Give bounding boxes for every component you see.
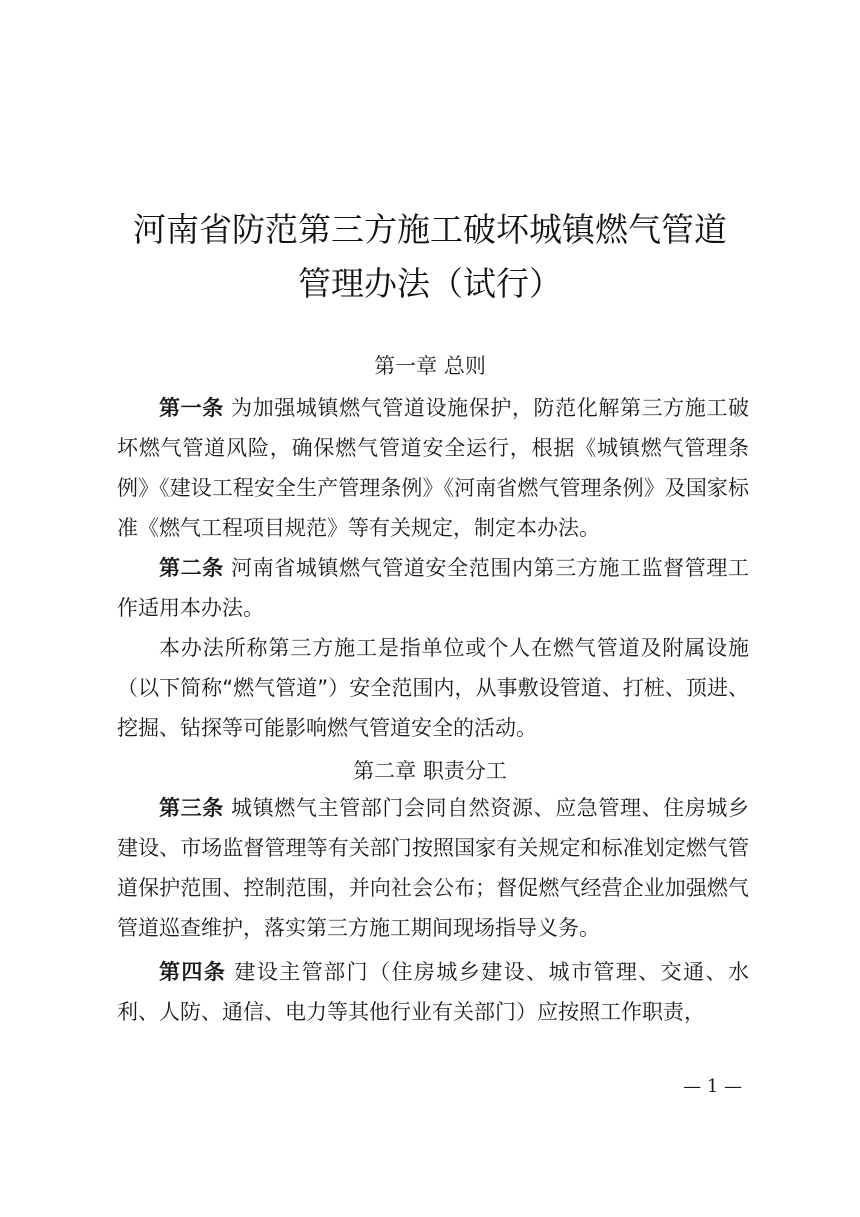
article-1-label: 第一条 [159,396,224,420]
chapter1-body [117,388,749,748]
article-4-label: 第四条 [159,960,227,984]
document-title-line1: 河南省防范第三方施工破坏城镇燃气管道 [133,210,727,249]
chapter2-heading: 第二章 职责分工 [353,759,507,783]
article-1 [117,388,749,548]
page-number: — 1 — [683,1076,742,1097]
article-2-paragraph-2: 本办法所称第三方施工是指单位或个人在燃气管道及附属设施（以下简称“燃气管道”）安全范围内，从事敷设管道、打桩、顶进、挖掘、钻探等可能影响燃气管道安全的活动。 [117,636,749,740]
document-title-line2: 管理办法（试行） [298,264,562,303]
article-2-text: 河南省城镇燃气管道安全范围内第三方施工监督管理工作适用本办法。 [117,556,749,620]
article-3-label: 第三条 [159,796,224,820]
article-3 [117,788,749,948]
chapter1-heading: 第一章 总则 [374,354,486,378]
article-3-text: 城镇燃气主管部门会同自然资源、应急管理、住房城乡建设、市场监督管理等有关部门按照国家有关规定和标准划定燃气管道保护范围、控制范围，并向社会公布；督促燃气经营企业加强燃气管道巡查维护，落实第三方施工期间现场指导义务。 [117,796,749,940]
article-2-label: 第二条 [159,556,224,580]
article-2 [117,548,749,628]
article-1-text: 为加强城镇燃气管道设施保护，防范化解第三方施工破坏燃气管道风险，确保燃气管道安全运行，根据《城镇燃气管理条例》《建设工程安全生产管理条例》《河南省燃气管理条例》及国家标准《燃气工程项目规范》等有关规定，制定本办法。 [117,396,749,540]
chapter2-body [117,788,749,1032]
article-4 [117,952,749,1032]
article-4-text: 建设主管部门（住房城乡建设、城市管理、交通、水利、人防、通信、电力等其他行业有关部门）应按照工作职责， [117,960,749,1024]
